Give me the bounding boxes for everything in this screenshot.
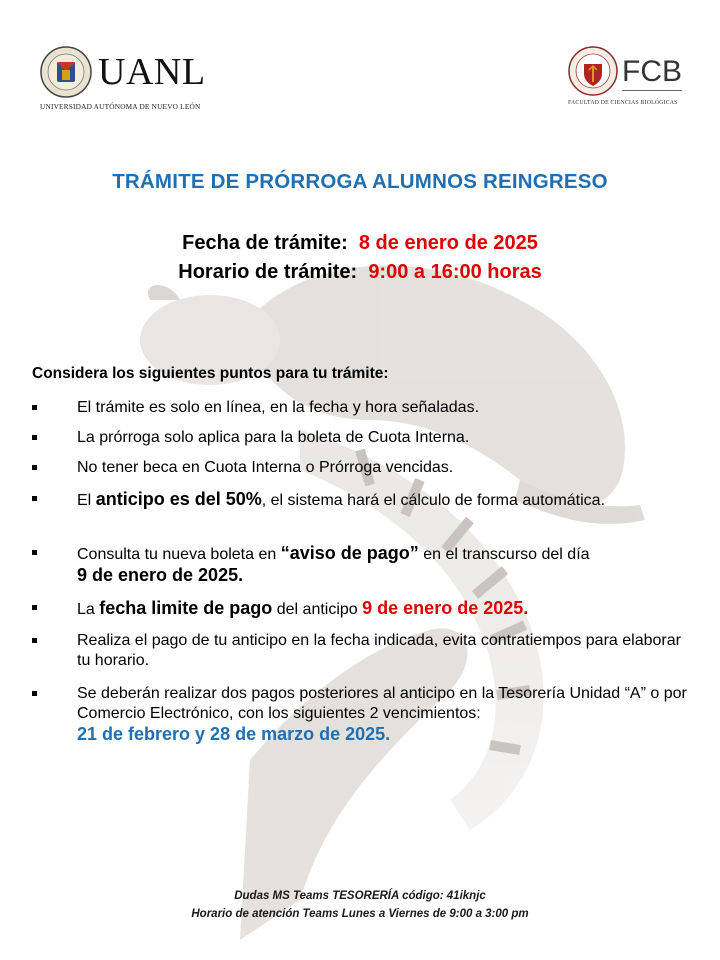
bullet-marker bbox=[32, 465, 37, 470]
list-item-text: Consulta tu nueva boleta en “aviso de pago” en el transcurso del día 9 de enero de 2025. bbox=[77, 543, 590, 585]
time-label: Horario de trámite: bbox=[178, 261, 358, 283]
uanl-wordmark: UANL bbox=[98, 51, 206, 93]
date-line bbox=[0, 232, 720, 255]
uanl-seal-icon bbox=[40, 46, 92, 98]
uanl-subtitle: UNIVERSIDAD AUTÓNOMA DE NUEVO LEÓN bbox=[40, 102, 201, 111]
fcb-subtitle: FACULTAD DE CIENCIAS BIOLÓGICAS bbox=[568, 100, 678, 106]
list-item-text: La fecha limite de pago del anticipo 9 de enero de 2025. bbox=[77, 598, 529, 618]
uanl-logo bbox=[40, 44, 210, 114]
fcb-seal-icon bbox=[568, 46, 618, 96]
time-line bbox=[0, 261, 720, 284]
bullet-marker bbox=[32, 605, 37, 610]
fcb-divider bbox=[622, 90, 682, 91]
list-item-text: El trámite es solo en línea, en la fecha y hora señaladas. bbox=[77, 399, 480, 416]
date-value: 8 de enero de 2025 bbox=[358, 232, 538, 254]
footer-teams-contact: Dudas MS Teams TESORERÍA código: 41iknjc bbox=[234, 890, 486, 902]
points-intro: Considera los siguientes puntos para tu trámite: bbox=[32, 365, 389, 382]
fcb-logo bbox=[568, 46, 688, 116]
list-item-text: Se deberán realizar dos pagos posteriores al anticipo en la Tesorería Unidad “A” o por Comercio Electrónico, con los siguientes 2 vencimientos: 21 de febrero y 28 de marzo de 2025. bbox=[77, 685, 687, 744]
bullet-marker bbox=[32, 691, 37, 696]
list-item-text: Realiza el pago de tu anticipo en la fecha indicada, evita contratiempos para elaborar tu horario. bbox=[77, 632, 681, 669]
bullet-marker bbox=[32, 638, 37, 643]
list-item-text: El anticipo es del 50%, el sistema hará el cálculo de forma automática. bbox=[77, 489, 606, 509]
date-label: Fecha de trámite: bbox=[182, 232, 348, 254]
fcb-wordmark: FCB bbox=[622, 55, 682, 88]
list-item-text: La prórroga solo aplica para la boleta de Cuota Interna. bbox=[77, 429, 470, 446]
bullet-marker bbox=[32, 550, 37, 555]
bullet-marker bbox=[32, 435, 37, 440]
bullet-marker bbox=[32, 405, 37, 410]
time-value: 9:00 a 16:00 horas bbox=[368, 261, 542, 283]
footer-office-hours: Horario de atención Teams Lunes a Viernes de 9:00 a 3:00 pm bbox=[191, 908, 529, 920]
bullet-marker bbox=[32, 496, 37, 501]
list-item-text: No tener beca en Cuota Interna o Prórroga vencidas. bbox=[77, 459, 454, 476]
page-title: TRÁMITE DE PRÓRROGA ALUMNOS REINGRESO bbox=[112, 170, 608, 193]
